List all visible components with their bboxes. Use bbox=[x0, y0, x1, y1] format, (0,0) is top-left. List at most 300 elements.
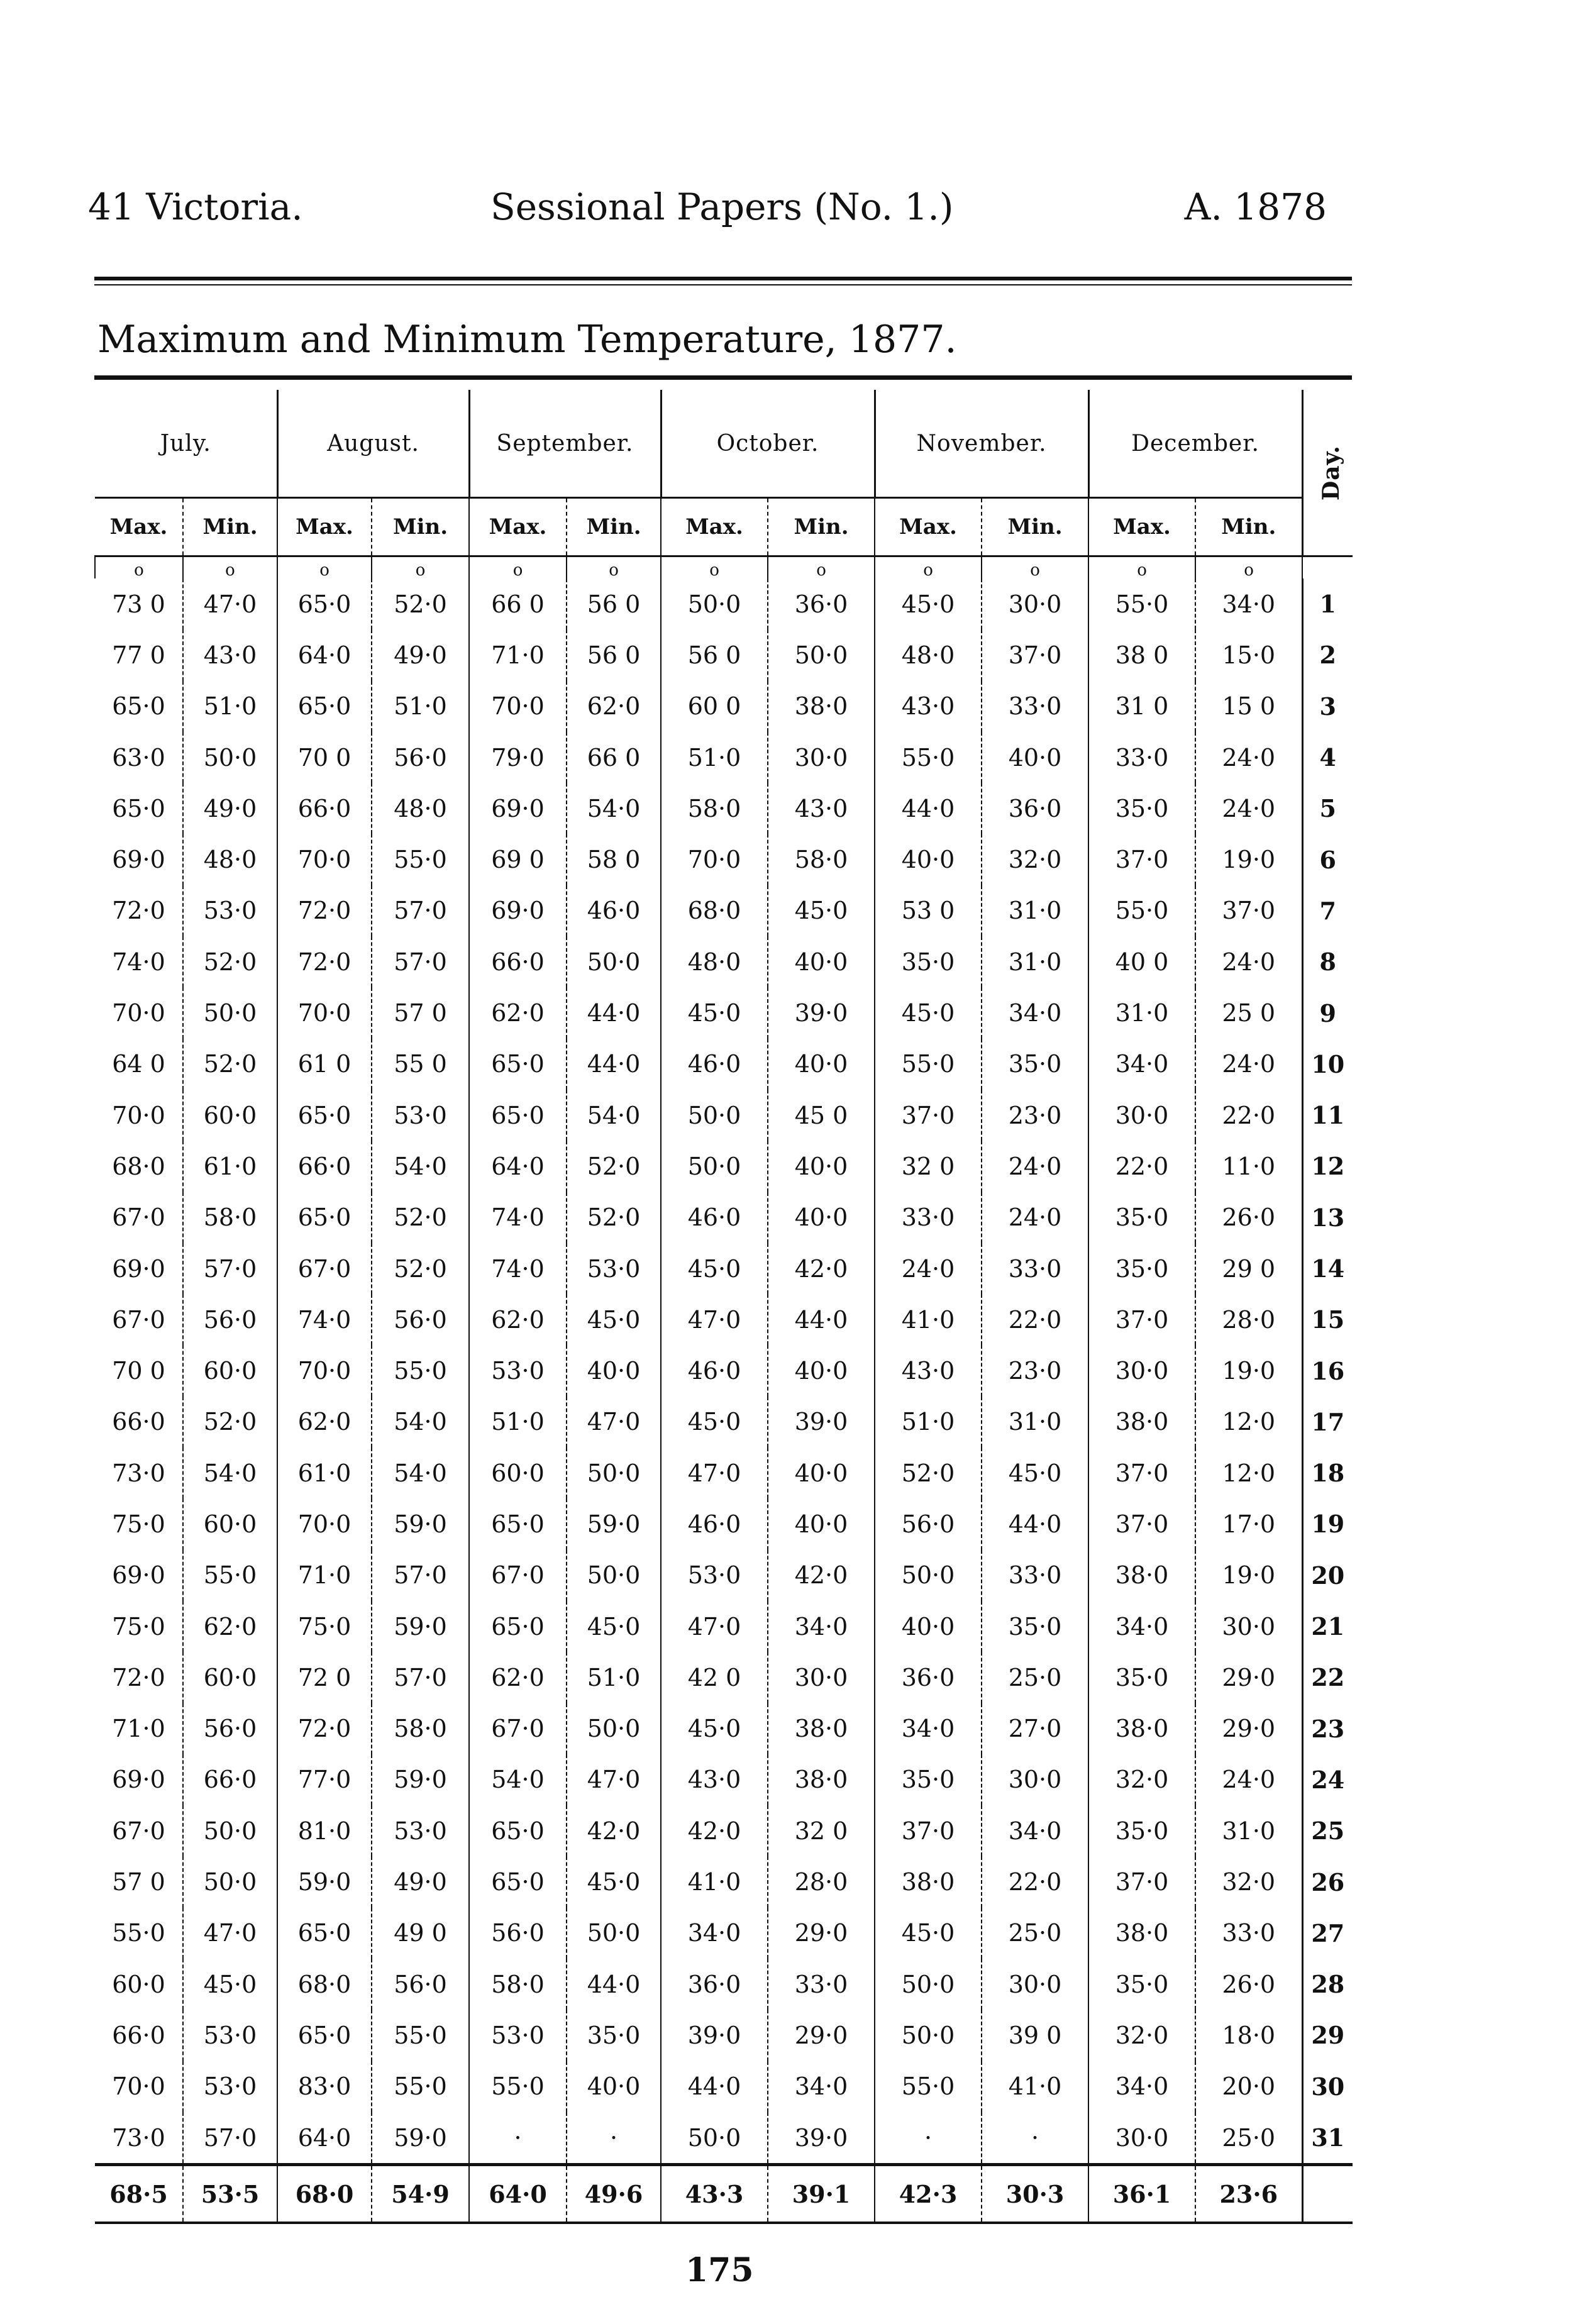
max-temp-cell: 71·0 bbox=[277, 1550, 372, 1601]
max-temp-cell: 50·0 bbox=[875, 1959, 982, 2010]
min-temp-cell: · bbox=[567, 2112, 661, 2165]
max-temp-cell: 69·0 bbox=[112, 1254, 165, 1283]
min-temp-cell: 19·0 bbox=[1195, 1550, 1302, 1601]
header-left: 41 Victoria. bbox=[88, 185, 303, 228]
min-temp-cell: 55 0 bbox=[372, 1039, 469, 1090]
min-temp-cell: 47·0 bbox=[183, 1908, 277, 1959]
min-temp-cell: 62·0 bbox=[567, 681, 661, 732]
mean-min-cell: 49·6 bbox=[567, 2165, 661, 2223]
max-temp-cell: 74·0 bbox=[469, 1243, 567, 1294]
max-temp-cell: 71·0 bbox=[112, 1715, 165, 1743]
day-number-cell: 8 bbox=[1302, 936, 1353, 987]
max-temp-cell: 22·0 bbox=[1088, 1141, 1195, 1192]
min-temp-cell: 29·0 bbox=[1195, 1652, 1302, 1703]
max-temp-cell: 64·0 bbox=[277, 2112, 372, 2165]
max-temp-cell: 45·0 bbox=[875, 987, 982, 1038]
table-row bbox=[95, 1805, 1353, 1856]
max-temp-cell: 32 0 bbox=[875, 1141, 982, 1192]
min-temp-cell: 45 0 bbox=[768, 1090, 875, 1141]
max-temp-cell: 69·0 bbox=[469, 885, 567, 936]
table-row bbox=[95, 987, 1353, 1038]
mean-max-cell: 36·1 bbox=[1088, 2165, 1195, 2223]
header-center: Sessional Papers (No. 1.) bbox=[490, 185, 954, 228]
min-temp-cell: 66 0 bbox=[567, 732, 661, 783]
min-temp-cell: 61·0 bbox=[183, 1141, 277, 1192]
max-temp-cell: 70·0 bbox=[277, 987, 372, 1038]
min-temp-cell: 40·0 bbox=[768, 1498, 875, 1549]
max-temp-cell: 41·0 bbox=[875, 1294, 982, 1345]
max-temp-cell: 30·0 bbox=[1088, 1345, 1195, 1396]
max-temp-cell: 62·0 bbox=[469, 987, 567, 1038]
max-temp-cell: 64 0 bbox=[112, 1050, 165, 1078]
max-temp-cell: 70·0 bbox=[112, 2072, 165, 2101]
max-temp-cell: 31 0 bbox=[1088, 681, 1195, 732]
min-temp-cell: 34·0 bbox=[768, 2061, 875, 2112]
table-row bbox=[95, 1601, 1353, 1652]
max-temp-cell: · bbox=[469, 2112, 567, 2165]
min-temp-cell: 54·0 bbox=[567, 783, 661, 834]
max-temp-cell: 77 0 bbox=[112, 641, 165, 669]
degree-symbol: o bbox=[982, 556, 1088, 579]
max-temp-cell: 60·0 bbox=[469, 1447, 567, 1498]
max-temp-cell: 45·0 bbox=[661, 1243, 768, 1294]
min-temp-cell: 49 0 bbox=[372, 1908, 469, 1959]
degree-symbol: o bbox=[277, 556, 372, 579]
min-temp-cell: 60·0 bbox=[183, 1090, 277, 1141]
min-temp-cell: 24·0 bbox=[1195, 783, 1302, 834]
max-temp-cell: 57 0 bbox=[112, 1868, 165, 1896]
max-temp-cell: 37·0 bbox=[875, 1805, 982, 1856]
max-temp-cell: 53·0 bbox=[661, 1550, 768, 1601]
max-temp-cell: 45·0 bbox=[661, 987, 768, 1038]
min-temp-cell: 44·0 bbox=[982, 1498, 1088, 1549]
min-temp-cell: 50·0 bbox=[183, 1805, 277, 1856]
min-temp-cell: 24·0 bbox=[1195, 1039, 1302, 1090]
max-temp-cell: 37·0 bbox=[1088, 1447, 1195, 1498]
day-number-cell: 16 bbox=[1302, 1345, 1353, 1396]
mean-max-cell: 64·0 bbox=[469, 2165, 567, 2223]
min-temp-cell: 22·0 bbox=[982, 1856, 1088, 1907]
max-temp-cell: 34·0 bbox=[1088, 2061, 1195, 2112]
max-temp-cell: 70·0 bbox=[277, 834, 372, 885]
page-number: 175 bbox=[685, 2251, 754, 2289]
min-temp-cell: 45·0 bbox=[768, 885, 875, 936]
max-column-header: Max. bbox=[1088, 498, 1195, 556]
table-row bbox=[95, 936, 1353, 987]
table-row bbox=[95, 2010, 1353, 2061]
header-rule-thick bbox=[94, 277, 1352, 280]
max-temp-cell: 67·0 bbox=[112, 1305, 165, 1334]
max-temp-cell: 67·0 bbox=[469, 1703, 567, 1754]
day-number-cell: 4 bbox=[1302, 732, 1353, 783]
min-temp-cell: 55·0 bbox=[372, 834, 469, 885]
max-temp-cell: 38·0 bbox=[1088, 1908, 1195, 1959]
min-temp-cell: 53·0 bbox=[567, 1243, 661, 1294]
min-temp-cell: 11·0 bbox=[1195, 1141, 1302, 1192]
max-temp-cell: 72·0 bbox=[112, 897, 165, 925]
min-temp-cell: 25·0 bbox=[982, 1652, 1088, 1703]
min-temp-cell: 47·0 bbox=[567, 1754, 661, 1805]
month-header-september: September. bbox=[469, 390, 661, 498]
min-temp-cell: 32·0 bbox=[982, 834, 1088, 885]
max-temp-cell: 48·0 bbox=[661, 936, 768, 987]
max-temp-cell: 35·0 bbox=[1088, 1652, 1195, 1703]
max-temp-cell: 68·0 bbox=[661, 885, 768, 936]
min-temp-cell: 44·0 bbox=[567, 1959, 661, 2010]
max-temp-cell: 33·0 bbox=[875, 1192, 982, 1243]
min-temp-cell: 50·0 bbox=[768, 629, 875, 680]
min-temp-cell: 28·0 bbox=[1195, 1294, 1302, 1345]
min-temp-cell: 36·0 bbox=[982, 783, 1088, 834]
max-temp-cell: 77·0 bbox=[277, 1754, 372, 1805]
table-row bbox=[95, 1754, 1353, 1805]
min-temp-cell: 50·0 bbox=[567, 1550, 661, 1601]
max-temp-cell: 65·0 bbox=[112, 794, 165, 822]
day-number-cell: 27 bbox=[1302, 1908, 1353, 1959]
min-temp-cell: 40·0 bbox=[567, 1345, 661, 1396]
degree-symbol: o bbox=[95, 556, 183, 579]
min-temp-cell: 52·0 bbox=[372, 578, 469, 629]
max-temp-cell: 38·0 bbox=[1088, 1550, 1195, 1601]
max-temp-cell: 56 0 bbox=[661, 629, 768, 680]
min-temp-cell: 56·0 bbox=[372, 732, 469, 783]
max-temp-cell: 37·0 bbox=[1088, 1856, 1195, 1907]
min-temp-cell: 25 0 bbox=[1195, 987, 1302, 1038]
min-temp-cell: 34·0 bbox=[1195, 578, 1302, 629]
min-column-header: Min. bbox=[768, 498, 875, 556]
min-temp-cell: 29·0 bbox=[768, 1908, 875, 1959]
min-temp-cell: 34·0 bbox=[768, 1601, 875, 1652]
min-temp-cell: 31·0 bbox=[1195, 1805, 1302, 1856]
max-temp-cell: 55·0 bbox=[112, 1919, 165, 1947]
min-column-header: Min. bbox=[183, 498, 277, 556]
min-temp-cell: 51·0 bbox=[183, 681, 277, 732]
max-temp-cell: 66 0 bbox=[469, 578, 567, 629]
min-temp-cell: 60·0 bbox=[183, 1652, 277, 1703]
min-temp-cell: 57 0 bbox=[372, 987, 469, 1038]
min-temp-cell: 35·0 bbox=[982, 1601, 1088, 1652]
max-temp-cell: 39·0 bbox=[661, 2010, 768, 2061]
max-temp-cell: 75·0 bbox=[112, 1612, 165, 1641]
max-temp-cell: 40·0 bbox=[875, 834, 982, 885]
month-header-november: November. bbox=[875, 390, 1088, 498]
min-temp-cell: 15·0 bbox=[1195, 629, 1302, 680]
max-temp-cell: 45·0 bbox=[661, 1703, 768, 1754]
min-temp-cell: 38·0 bbox=[768, 681, 875, 732]
min-temp-cell: · bbox=[982, 2112, 1088, 2165]
max-temp-cell: 71·0 bbox=[469, 629, 567, 680]
min-temp-cell: 53·0 bbox=[183, 885, 277, 936]
min-temp-cell: 44·0 bbox=[768, 1294, 875, 1345]
max-temp-cell: 73·0 bbox=[112, 2123, 165, 2152]
min-temp-cell: 60·0 bbox=[183, 1498, 277, 1549]
min-temp-cell: 51·0 bbox=[567, 1652, 661, 1703]
min-temp-cell: 34·0 bbox=[982, 1805, 1088, 1856]
max-temp-cell: 51·0 bbox=[875, 1397, 982, 1447]
min-column-header: Min. bbox=[1195, 498, 1302, 556]
min-temp-cell: 45·0 bbox=[183, 1959, 277, 2010]
min-temp-cell: 43·0 bbox=[768, 783, 875, 834]
max-temp-cell: 37·0 bbox=[1088, 834, 1195, 885]
min-temp-cell: 39·0 bbox=[768, 2112, 875, 2165]
min-temp-cell: 48·0 bbox=[372, 783, 469, 834]
min-temp-cell: 49·0 bbox=[372, 1856, 469, 1907]
day-number-cell: 20 bbox=[1302, 1550, 1353, 1601]
min-temp-cell: 30·0 bbox=[768, 1652, 875, 1703]
min-temp-cell: 56·0 bbox=[372, 1294, 469, 1345]
min-temp-cell: 40·0 bbox=[982, 732, 1088, 783]
min-temp-cell: 29·0 bbox=[768, 2010, 875, 2061]
max-temp-cell: 74·0 bbox=[469, 1192, 567, 1243]
min-temp-cell: 52·0 bbox=[183, 1039, 277, 1090]
min-temp-cell: 25·0 bbox=[1195, 2112, 1302, 2165]
degree-symbol: o bbox=[661, 556, 768, 579]
min-temp-cell: 50·0 bbox=[567, 1447, 661, 1498]
min-temp-cell: 34·0 bbox=[982, 987, 1088, 1038]
day-number-cell: 3 bbox=[1302, 681, 1353, 732]
max-temp-cell: 67·0 bbox=[112, 1204, 165, 1232]
max-temp-cell: 42·0 bbox=[661, 1805, 768, 1856]
day-number-cell: 28 bbox=[1302, 1959, 1353, 2010]
max-temp-cell: 45·0 bbox=[875, 1908, 982, 1959]
day-number-cell: 25 bbox=[1302, 1805, 1353, 1856]
max-temp-cell: 68·0 bbox=[112, 1152, 165, 1180]
min-temp-cell: 33·0 bbox=[982, 1243, 1088, 1294]
table-row bbox=[95, 1294, 1353, 1345]
max-temp-cell: 44·0 bbox=[661, 2061, 768, 2112]
min-temp-cell: 57·0 bbox=[372, 1550, 469, 1601]
min-temp-cell: 28·0 bbox=[768, 1856, 875, 1907]
max-temp-cell: 81·0 bbox=[277, 1805, 372, 1856]
max-temp-cell: 32·0 bbox=[1088, 1754, 1195, 1805]
min-temp-cell: 30·0 bbox=[1195, 1601, 1302, 1652]
max-temp-cell: 67·0 bbox=[112, 1817, 165, 1845]
min-temp-cell: 27·0 bbox=[982, 1703, 1088, 1754]
max-temp-cell: 67·0 bbox=[469, 1550, 567, 1601]
day-number-cell: 24 bbox=[1302, 1754, 1353, 1805]
max-temp-cell: 70·0 bbox=[112, 1101, 165, 1129]
min-temp-cell: 44·0 bbox=[567, 1039, 661, 1090]
max-temp-cell: 67·0 bbox=[277, 1243, 372, 1294]
min-temp-cell: 26·0 bbox=[1195, 1959, 1302, 2010]
max-temp-cell: 45·0 bbox=[661, 1397, 768, 1447]
min-temp-cell: 25·0 bbox=[982, 1908, 1088, 1959]
min-temp-cell: 53·0 bbox=[372, 1090, 469, 1141]
max-temp-cell: 60·0 bbox=[112, 1970, 165, 1998]
min-temp-cell: 24·0 bbox=[1195, 1754, 1302, 1805]
max-temp-cell: 46·0 bbox=[661, 1345, 768, 1396]
table-row bbox=[95, 578, 1353, 629]
day-number-cell: 15 bbox=[1302, 1294, 1353, 1345]
max-temp-cell: 70·0 bbox=[661, 834, 768, 885]
min-temp-cell: 39 0 bbox=[982, 2010, 1088, 2061]
table-row bbox=[95, 1550, 1353, 1601]
day-number-cell: 5 bbox=[1302, 783, 1353, 834]
max-temp-cell: 53·0 bbox=[469, 2010, 567, 2061]
min-temp-cell: 58·0 bbox=[768, 834, 875, 885]
day-number-cell: 21 bbox=[1302, 1601, 1353, 1652]
max-temp-cell: 70·0 bbox=[112, 999, 165, 1027]
min-temp-cell: 49·0 bbox=[183, 783, 277, 834]
min-temp-cell: 56 0 bbox=[567, 578, 661, 629]
min-temp-cell: 43·0 bbox=[183, 629, 277, 680]
min-temp-cell: 40·0 bbox=[768, 1039, 875, 1090]
max-temp-cell: 47·0 bbox=[661, 1601, 768, 1652]
min-temp-cell: 30·0 bbox=[768, 732, 875, 783]
max-temp-cell: 72 0 bbox=[277, 1652, 372, 1703]
min-temp-cell: 54·0 bbox=[372, 1447, 469, 1498]
table-row bbox=[95, 2061, 1353, 2112]
day-number-cell: 30 bbox=[1302, 2061, 1353, 2112]
table-row bbox=[95, 629, 1353, 680]
max-temp-cell: 34·0 bbox=[1088, 1601, 1195, 1652]
min-temp-cell: 40·0 bbox=[768, 1447, 875, 1498]
min-temp-cell: 55·0 bbox=[372, 1345, 469, 1396]
table-row bbox=[95, 732, 1353, 783]
max-temp-cell: 65·0 bbox=[277, 1090, 372, 1141]
min-temp-cell: 24·0 bbox=[1195, 936, 1302, 987]
table-row bbox=[95, 1345, 1353, 1396]
max-temp-cell: 68·0 bbox=[277, 1959, 372, 2010]
max-temp-cell: 46·0 bbox=[661, 1498, 768, 1549]
max-temp-cell: 40·0 bbox=[875, 1601, 982, 1652]
min-temp-cell: 33·0 bbox=[982, 681, 1088, 732]
min-temp-cell: 52·0 bbox=[567, 1141, 661, 1192]
max-temp-cell: 35·0 bbox=[1088, 1192, 1195, 1243]
page-title: Maximum and Minimum Temperature, 1877. bbox=[97, 318, 957, 362]
min-temp-cell: 40·0 bbox=[768, 936, 875, 987]
min-temp-cell: 50·0 bbox=[567, 936, 661, 987]
min-temp-cell: 48·0 bbox=[183, 834, 277, 885]
max-temp-cell: 30·0 bbox=[1088, 2112, 1195, 2165]
max-temp-cell: 63·0 bbox=[112, 743, 165, 772]
min-temp-cell: 45·0 bbox=[982, 1447, 1088, 1498]
min-temp-cell: 62·0 bbox=[183, 1601, 277, 1652]
table-row bbox=[95, 834, 1353, 885]
min-temp-cell: 31·0 bbox=[982, 936, 1088, 987]
min-temp-cell: 33·0 bbox=[982, 1550, 1088, 1601]
max-temp-cell: 61 0 bbox=[277, 1039, 372, 1090]
max-temp-cell: 75·0 bbox=[277, 1601, 372, 1652]
max-temp-cell: 40 0 bbox=[1088, 936, 1195, 987]
max-temp-cell: 52·0 bbox=[875, 1447, 982, 1498]
min-temp-cell: 39·0 bbox=[768, 1397, 875, 1447]
max-temp-cell: 35·0 bbox=[1088, 1959, 1195, 2010]
max-temp-cell: 69·0 bbox=[112, 1766, 165, 1794]
table-row bbox=[95, 1447, 1353, 1498]
max-temp-cell: 35·0 bbox=[1088, 1243, 1195, 1294]
max-temp-cell: 62·0 bbox=[277, 1397, 372, 1447]
max-temp-cell: 66·0 bbox=[112, 2021, 165, 2049]
table-row bbox=[95, 1703, 1353, 1754]
degree-symbol: o bbox=[567, 556, 661, 579]
min-temp-cell: 55·0 bbox=[183, 1550, 277, 1601]
min-temp-cell: 40·0 bbox=[768, 1345, 875, 1396]
temperature-table bbox=[94, 390, 1353, 2224]
max-temp-cell: 47·0 bbox=[661, 1447, 768, 1498]
min-temp-cell: 45·0 bbox=[567, 1294, 661, 1345]
min-temp-cell: 12·0 bbox=[1195, 1397, 1302, 1447]
min-column-header: Min. bbox=[982, 498, 1088, 556]
max-temp-cell: 70 0 bbox=[277, 732, 372, 783]
max-temp-cell: 65·0 bbox=[277, 2010, 372, 2061]
max-temp-cell: 65·0 bbox=[469, 1601, 567, 1652]
max-temp-cell: 73·0 bbox=[112, 1459, 165, 1487]
min-temp-cell: 58·0 bbox=[372, 1703, 469, 1754]
max-temp-cell: 66·0 bbox=[469, 936, 567, 987]
min-temp-cell: 54·0 bbox=[372, 1141, 469, 1192]
max-temp-cell: 69·0 bbox=[112, 1561, 165, 1590]
max-temp-cell: 50·0 bbox=[875, 1550, 982, 1601]
max-temp-cell: 53 0 bbox=[875, 885, 982, 936]
month-header-august: August. bbox=[277, 390, 469, 498]
max-temp-cell: 54·0 bbox=[469, 1754, 567, 1805]
max-temp-cell: 55·0 bbox=[1088, 885, 1195, 936]
min-temp-cell: 47·0 bbox=[183, 578, 277, 629]
max-temp-cell: 53·0 bbox=[469, 1345, 567, 1396]
day-number-cell: 11 bbox=[1302, 1090, 1353, 1141]
degree-symbol-row bbox=[95, 556, 1353, 579]
min-temp-cell: 59·0 bbox=[372, 1754, 469, 1805]
table-row bbox=[95, 783, 1353, 834]
min-temp-cell: 19·0 bbox=[1195, 1345, 1302, 1396]
max-temp-cell: 62·0 bbox=[469, 1294, 567, 1345]
min-temp-cell: 57·0 bbox=[183, 1243, 277, 1294]
day-number-cell: 12 bbox=[1302, 1141, 1353, 1192]
table-row bbox=[95, 885, 1353, 936]
max-temp-cell: 72·0 bbox=[277, 936, 372, 987]
table-row bbox=[95, 1243, 1353, 1294]
max-temp-cell: 50·0 bbox=[661, 2112, 768, 2165]
max-temp-cell: 64·0 bbox=[277, 629, 372, 680]
min-temp-cell: 35·0 bbox=[567, 2010, 661, 2061]
min-temp-cell: 57·0 bbox=[372, 936, 469, 987]
max-temp-cell: 50·0 bbox=[661, 1141, 768, 1192]
min-temp-cell: 31·0 bbox=[982, 1397, 1088, 1447]
table-row bbox=[95, 1856, 1353, 1907]
max-temp-cell: 55·0 bbox=[875, 2061, 982, 2112]
max-temp-cell: 62·0 bbox=[469, 1652, 567, 1703]
mean-max-cell: 68·5 bbox=[95, 2165, 183, 2223]
max-temp-cell: 65·0 bbox=[469, 1498, 567, 1549]
min-temp-cell: 56·0 bbox=[183, 1294, 277, 1345]
min-temp-cell: 37·0 bbox=[1195, 885, 1302, 936]
max-temp-cell: 60 0 bbox=[661, 681, 768, 732]
min-temp-cell: 59·0 bbox=[372, 1498, 469, 1549]
mean-min-cell: 30·3 bbox=[982, 2165, 1088, 2223]
min-temp-cell: 42·0 bbox=[768, 1550, 875, 1601]
min-temp-cell: 57·0 bbox=[372, 885, 469, 936]
min-temp-cell: 20·0 bbox=[1195, 2061, 1302, 2112]
max-temp-cell: 47·0 bbox=[661, 1294, 768, 1345]
min-temp-cell: 55·0 bbox=[372, 2061, 469, 2112]
mean-max-cell: 68·0 bbox=[277, 2165, 372, 2223]
min-temp-cell: 55·0 bbox=[372, 2010, 469, 2061]
max-temp-cell: 32·0 bbox=[1088, 2010, 1195, 2061]
day-number-cell: 2 bbox=[1302, 629, 1353, 680]
min-temp-cell: 52·0 bbox=[567, 1192, 661, 1243]
max-temp-cell: 31·0 bbox=[1088, 987, 1195, 1038]
min-temp-cell: 57·0 bbox=[372, 1652, 469, 1703]
min-temp-cell: 66·0 bbox=[183, 1754, 277, 1805]
degree-symbol: o bbox=[469, 556, 567, 579]
min-temp-cell: 32·0 bbox=[1195, 1856, 1302, 1907]
max-temp-cell: 35·0 bbox=[875, 936, 982, 987]
min-temp-cell: 23·0 bbox=[982, 1090, 1088, 1141]
min-temp-cell: 50·0 bbox=[183, 1856, 277, 1907]
max-temp-cell: 55·0 bbox=[1088, 578, 1195, 629]
max-temp-cell: 65·0 bbox=[277, 1192, 372, 1243]
